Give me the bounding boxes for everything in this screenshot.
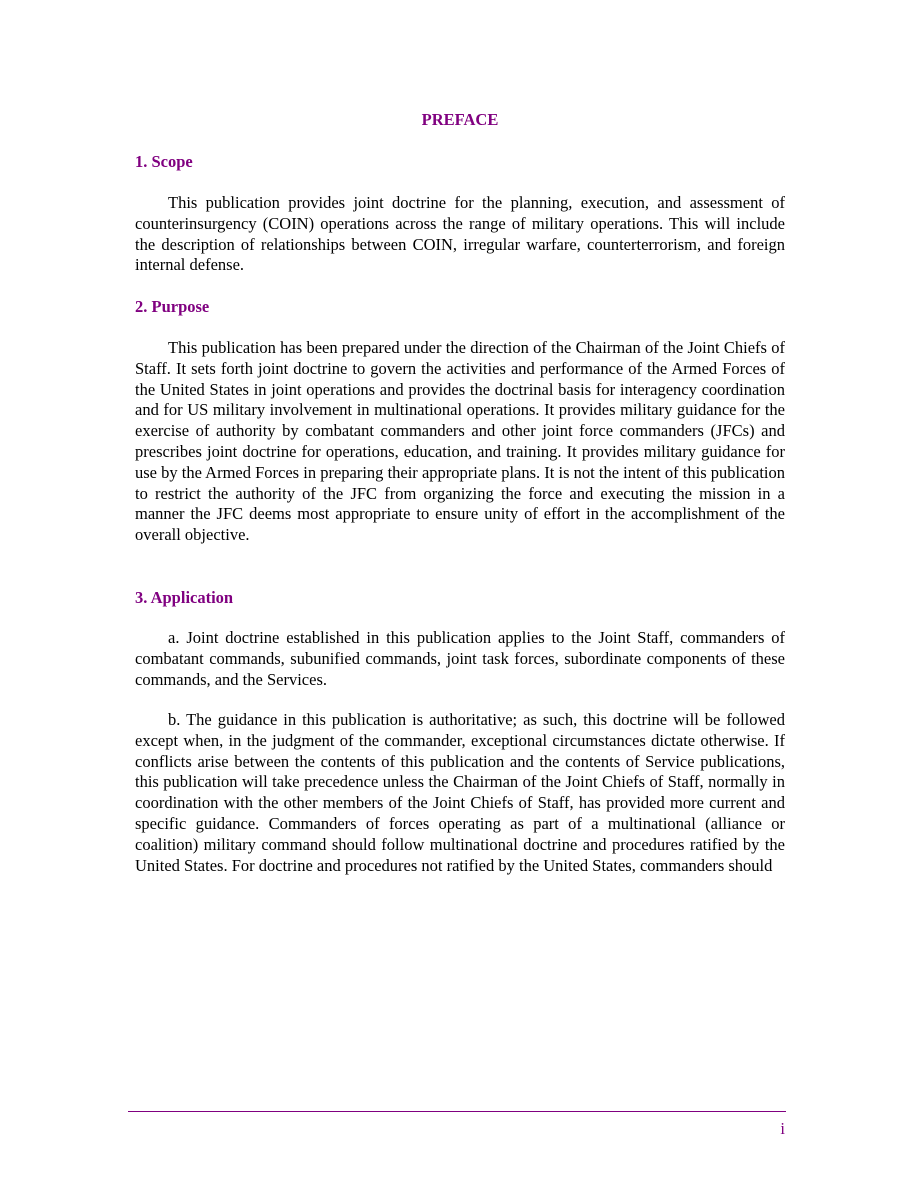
section-heading-scope: 1. Scope bbox=[135, 152, 193, 171]
page-title: PREFACE bbox=[421, 110, 499, 129]
section-heading-purpose: 2. Purpose bbox=[135, 297, 210, 316]
application-paragraph-a: a. Joint doctrine established in this publication applies to the Joint Staff, commanders of combatant commands, subunified commands, joint task forces, subordinate components of these commands, and the Services. bbox=[135, 628, 785, 689]
page-number: i bbox=[780, 1119, 785, 1138]
footer-rule bbox=[128, 1111, 786, 1112]
section-heading-application: 3. Application bbox=[135, 588, 234, 607]
purpose-paragraph: This publication has been prepared under the direction of the Chairman of the Joint Chiefs of Staff. It sets forth joint doctrine to govern the activities and performance of the Armed Forces of the United States in joint operations and provides the doctrinal basis for interagency coordination and for US military involvement in multinational operations. It provides military guidance for the exercise of authority by combatant commanders and other joint force commanders (JFCs) and prescribes joint doctrine for operations, education, and training. It provides military guidance for use by the Armed Forces in preparing their appropriate plans. It is not the intent of this publication to restrict the authority of the JFC from organizing the force and executing the mission in a manner the JFC deems most appropriate to ensure unity of effort in the accomplishment of the overall objective. bbox=[135, 338, 785, 545]
application-paragraph-b: b. The guidance in this publication is authoritative; as such, this doctrine will be followed except when, in the judgment of the commander, exceptional circumstances dictate otherwise. If conflicts arise between the contents of this publication and the contents of Service publications, this publication will take precedence unless the Chairman of the Joint Chiefs of Staff, normally in coordination with the other members of the Joint Chiefs of Staff, has provided more current and specific guidance. Commanders of forces operating as part of a multinational (alliance or coalition) military command should follow multinational doctrine and procedures ratified by the United States. For doctrine and procedures not ratified by the United States, commanders should bbox=[135, 710, 785, 875]
scope-paragraph: This publication provides joint doctrine for the planning, execution, and assessment of counterinsurgency (COIN) operations across the range of military operations. This will include the description of relationships between COIN, irregular warfare, counterterrorism, and foreign internal defense. bbox=[135, 193, 785, 275]
